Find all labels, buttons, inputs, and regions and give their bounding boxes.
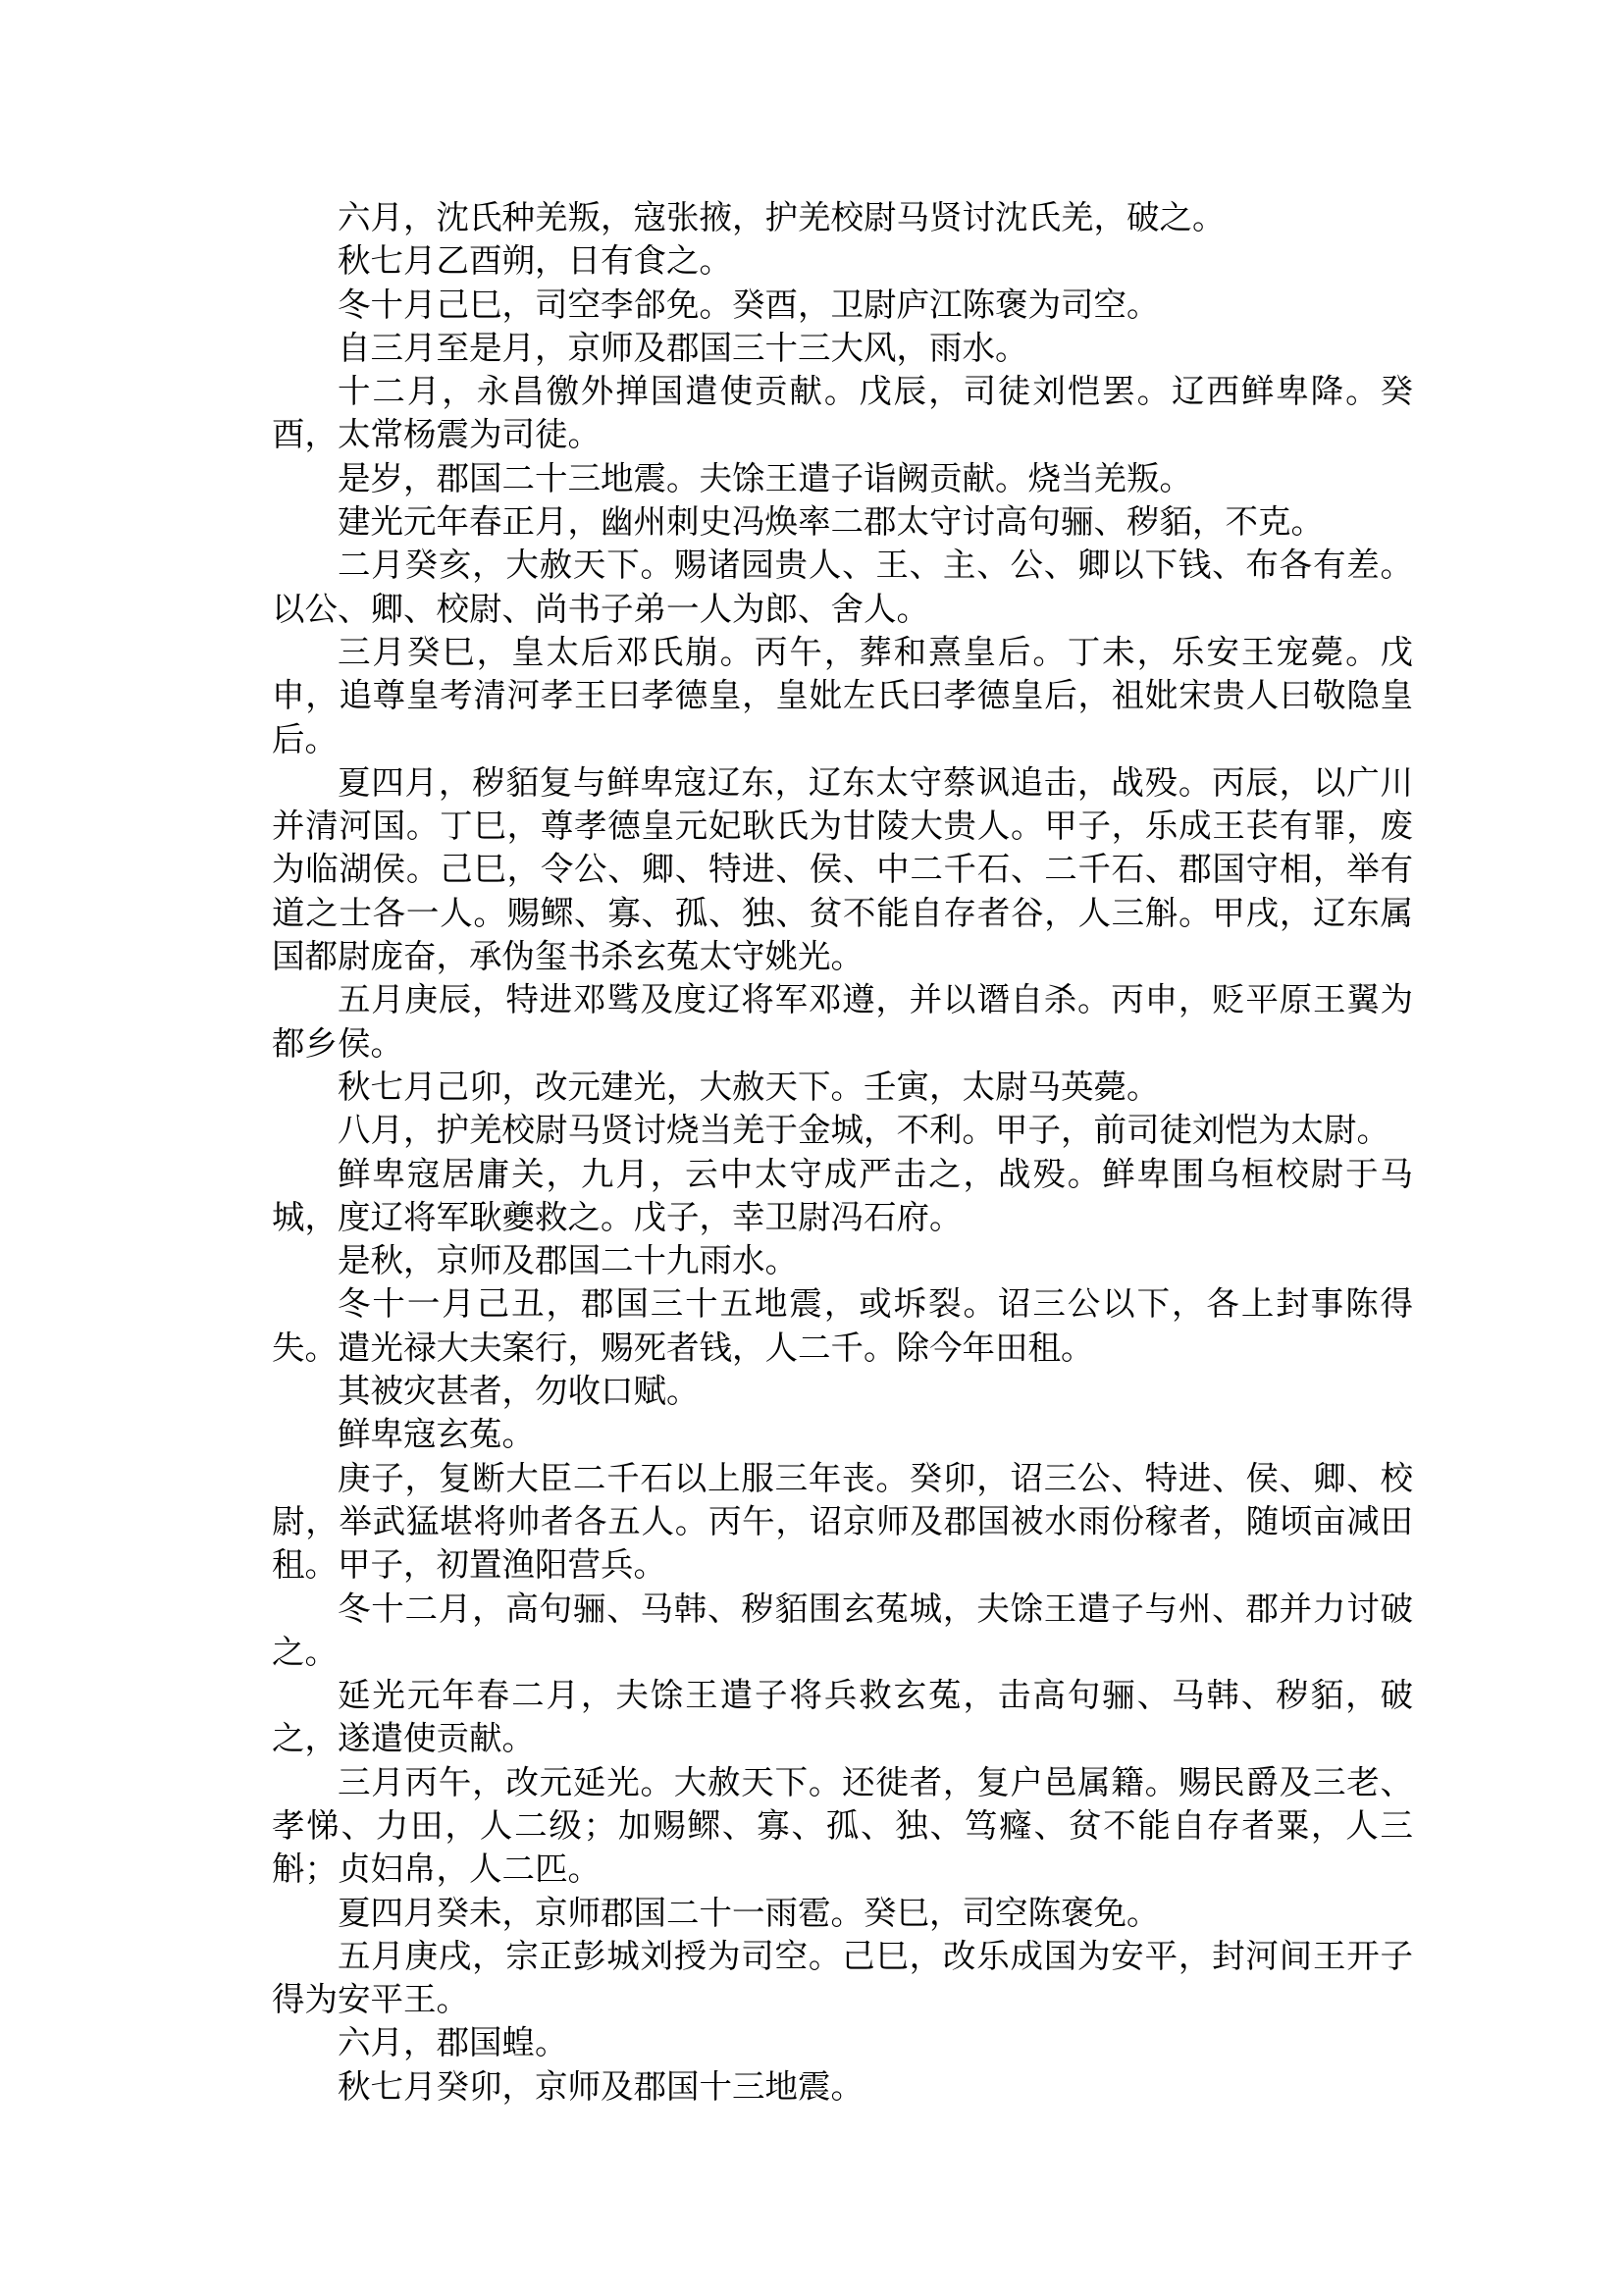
paragraph: 五月庚戌，宗正彭城刘授为司空。己巳，改乐成国为安平，封河间王开子得为安平王。 [272, 1938, 1413, 2019]
paragraph: 冬十二月，高句骊、马韩、秽貊围玄菟城，夫馀王遣子与州、郡并力讨破之。 [272, 1590, 1413, 1671]
paragraph: 建光元年春正月，幽州刺史冯焕率二郡太守讨高句骊、秽貊，不克。 [338, 504, 1324, 542]
paragraph: 夏四月，秽貊复与鲜卑寇辽东，辽东太守蔡讽追击，战殁。丙辰，以广川并清河国。丁巳，尊孝德皇元妃耿氏为甘陵大贵人。甲子，乐成王苌有罪，废为临湖侯。己巳，令公、卿、特进、侯、中二千石、二千石、郡国守相，举有道之士各一人。赐鳏、寡、孤、独、贫不能自存者谷，人三斛。甲戌，辽东属国都尉庞奋，承伪玺书杀玄菟太守姚光。 [272, 764, 1413, 976]
paragraph: 八月，护羌校尉马贤讨烧当羌于金城，不利。甲子，前司徒刘恺为太尉。 [338, 1113, 1389, 1150]
paragraph: 三月癸巳，皇太后邓氏崩。丙午，葬和熹皇后。丁未，乐安王宠薨。戊申，追尊皇考清河孝王曰孝德皇，皇妣左氏曰孝德皇后，祖妣宋贵人曰敬隐皇后。 [272, 634, 1413, 758]
paragraph: 秋七月癸卯，京师及郡国十三地震。 [338, 2068, 864, 2106]
paragraph: 十二月，永昌徼外掸国遣使贡献。戊辰，司徒刘恺罢。辽西鲜卑降。癸酉，太常杨震为司徒。 [272, 374, 1413, 454]
paragraph: 冬十月己巳，司空李郃免。癸酉，卫尉庐江陈褒为司空。 [338, 287, 1160, 324]
paragraph: 秋七月己卯，改元建光，大赦天下。壬寅，太尉马英薨。 [338, 1069, 1160, 1106]
paragraph: 鲜卑寇居庸关，九月，云中太守成严击之，战殁。鲜卑围乌桓校尉于马城，度辽将军耿夔救之。戊子，幸卫尉冯石府。 [272, 1156, 1413, 1236]
paragraph: 六月，沈氏种羌叛，寇张掖，护羌校尉马贤讨沈氏羌，破之。 [338, 200, 1226, 236]
paragraph: 自三月至是月，京师及郡国三十三大风，雨水。 [338, 330, 1028, 367]
paragraph: 其被灾甚者，勿收口赋。 [338, 1374, 700, 1411]
paragraph: 三月丙午，改元延光。大赦天下。还徙者，复户邑属籍。赐民爵及三老、孝悌、力田，人二级；加赐鳏、寡、孤、独、笃癃、贫不能自存者粟，人三斛；贞妇帛，人二匹。 [272, 1764, 1413, 1889]
paragraph: 六月，郡国蝗。 [338, 2025, 568, 2062]
paragraph: 二月癸亥，大赦天下。赐诸园贵人、王、主、公、卿以下钱、布各有差。以公、卿、校尉、尚书子弟一人为郎、舍人。 [272, 547, 1413, 628]
paragraph: 夏四月癸未，京师郡国二十一雨雹。癸巳，司空陈褒免。 [338, 1895, 1160, 1932]
paragraph: 秋七月乙酉朔，日有食之。 [338, 243, 732, 281]
paragraph: 五月庚辰，特进邓骘及度辽将军邓遵，并以谮自杀。丙申，贬平原王翼为都乡侯。 [272, 982, 1413, 1063]
paragraph: 庚子，复断大臣二千石以上服三年丧。癸卯，诏三公、特进、侯、卿、校尉，举武猛堪将帅者各五人。丙午，诏京师及郡国被水雨份稼者，随顷亩减田租。甲子，初置渔阳营兵。 [272, 1460, 1413, 1585]
paragraph: 延光元年春二月，夫馀王遣子将兵救玄菟，击高句骊、马韩、秽貊，破之，遂遣使贡献。 [272, 1678, 1413, 1758]
paragraph: 鲜卑寇玄菟。 [338, 1417, 535, 1454]
text-body [272, 197, 1413, 2110]
paragraph: 冬十一月己丑，郡国三十五地震，或坼裂。诏三公以下，各上封事陈得失。遣光禄大夫案行，赐死者钱，人二千。除今年田租。 [272, 1286, 1413, 1367]
paragraph: 是岁，郡国二十三地震。夫馀王遣子诣阙贡献。烧当羌叛。 [338, 460, 1192, 497]
paragraph: 是秋，京师及郡国二十九雨水。 [338, 1243, 798, 1280]
